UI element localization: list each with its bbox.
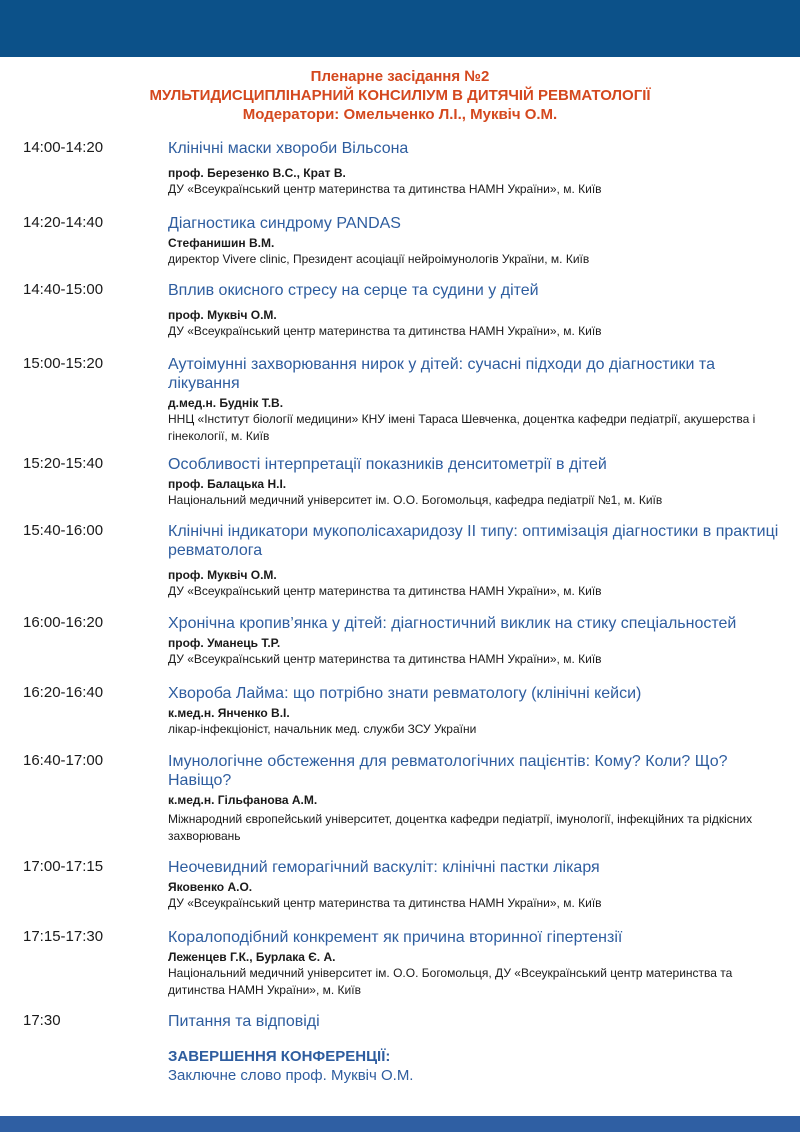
- session-time: 14:00-14:20: [23, 139, 104, 156]
- page-header: [0, 67, 800, 124]
- session-time: 17:30: [23, 1012, 61, 1029]
- affiliation: ДУ «Всеукраїнський центр материнства та дитинства НАМН України», м. Київ: [168, 182, 602, 196]
- talk-title: Вплив окисного стресу на серце та судини у дітей: [168, 282, 539, 299]
- speaker: проф. Березенко В.С., Крат В.: [168, 166, 346, 180]
- talk-title: Імунологічне обстеження для ревматологічних пацієнтів: Кому? Коли? Що? Навіщо?: [168, 753, 728, 789]
- talk-title: Клінічні індикатори мукополісахаридозу ІІ типу: оптимізація діагностики в практиці ревматолога: [168, 523, 779, 559]
- speaker: проф. Балацька Н.І.: [168, 477, 287, 491]
- session-time: 16:20-16:40: [23, 684, 104, 701]
- speaker: д.мед.н. Буднік Т.В.: [168, 396, 284, 410]
- speaker: Стефанишин В.М.: [168, 236, 275, 250]
- closing-subtitle: Заключне слово проф. Муквіч О.М.: [168, 1067, 414, 1084]
- affiliation: Національний медичний університет ім. О.О. Богомольця, кафедра педіатрії №1, м. Київ: [168, 493, 663, 507]
- speaker: к.мед.н. Гільфанова А.М.: [168, 793, 318, 807]
- affiliation: ДУ «Всеукраїнський центр материнства та дитинства НАМН України», м. Київ: [168, 896, 602, 910]
- session-time: 15:20-15:40: [23, 455, 104, 472]
- talk-title: Хронічна кропив’янка у дітей: діагностичний виклик на стику спеціальностей: [168, 615, 737, 632]
- talk-title: Клінічні маски хвороби Вільсона: [168, 140, 409, 157]
- speaker: к.мед.н. Янченко В.І.: [168, 706, 290, 720]
- session-time: 15:40-16:00: [23, 522, 104, 539]
- session-time: 16:40-17:00: [23, 752, 104, 769]
- affiliation: Міжнародний європейський університет, доцентка кафедри педіатрії, імунології, інфекційних та рідкісних захворювань: [168, 812, 753, 843]
- closing-title: ЗАВЕРШЕННЯ КОНФЕРЕНЦІЇ:: [168, 1048, 391, 1065]
- speaker: проф. Муквіч О.М.: [168, 568, 277, 582]
- session-time: 17:15-17:30: [23, 928, 104, 945]
- affiliation: ДУ «Всеукраїнський центр материнства та дитинства НАМН України», м. Київ: [168, 324, 602, 338]
- affiliation: ДУ «Всеукраїнський центр материнства та дитинства НАМН України», м. Київ: [168, 652, 602, 666]
- session-time: 15:00-15:20: [23, 355, 104, 372]
- bottom-bar: [0, 1116, 800, 1132]
- talk-title: Питання та відповіді: [168, 1013, 320, 1030]
- closing-block: [168, 1047, 413, 1085]
- session-time: 14:40-15:00: [23, 281, 104, 298]
- affiliation: ДУ «Всеукраїнський центр материнства та дитинства НАМН України», м. Київ: [168, 584, 602, 598]
- session-time: 17:00-17:15: [23, 858, 104, 875]
- talk-title: Коралоподібний конкремент як причина вторинної гіпертензії: [168, 929, 623, 946]
- affiliation: лікар-інфекціоніст, начальник мед. служби ЗСУ України: [168, 722, 477, 736]
- talk-title: Неочевидний геморагічний васкуліт: клінічні пастки лікаря: [168, 859, 600, 876]
- session-time: 14:20-14:40: [23, 214, 104, 231]
- speaker: Леженцев Г.К., Бурлака Є. А.: [168, 950, 336, 964]
- speaker: Яковенко А.О.: [168, 880, 253, 894]
- talk-title: Аутоімунні захворювання нирок у дітей: сучасні підходи до діагностики та лікування: [168, 356, 715, 392]
- top-bar: [0, 0, 800, 57]
- speaker: проф. Уманець Т.Р.: [168, 636, 281, 650]
- talk-title: Хвороба Лайма: що потрібно знати ревматологу (клінічні кейси): [168, 685, 642, 702]
- moderators: Модератори: Омельченко Л.І., Муквіч О.М.: [242, 106, 558, 123]
- session-name: Пленарне засідання №2: [310, 68, 490, 85]
- talk-title: Особливості інтерпретації показників денситометрії в дітей: [168, 456, 607, 473]
- talk-title: Діагностика синдрому PANDAS: [168, 215, 401, 232]
- speaker: проф. Муквіч О.М.: [168, 308, 277, 322]
- session-title: МУЛЬТИДИСЦИПЛІНАРНИЙ КОНСИЛІУМ В ДИТЯЧІЙ РЕВМАТОЛОГІЇ: [149, 87, 651, 104]
- affiliation: ННЦ «Інститут біології медицини» КНУ імені Тараса Шевченка, доцентка кафедри педіатрії, акушерства і гінекології, м. Київ: [168, 412, 756, 443]
- session-time: 16:00-16:20: [23, 614, 104, 631]
- affiliation: директор Vivere clinic, Президент асоціації нейроімунологів України, м. Київ: [168, 252, 590, 266]
- affiliation: Національний медичний університет ім. О.О. Богомольця, ДУ «Всеукраїнський центр материнства та дитинства НАМН України», м. Київ: [168, 966, 733, 997]
